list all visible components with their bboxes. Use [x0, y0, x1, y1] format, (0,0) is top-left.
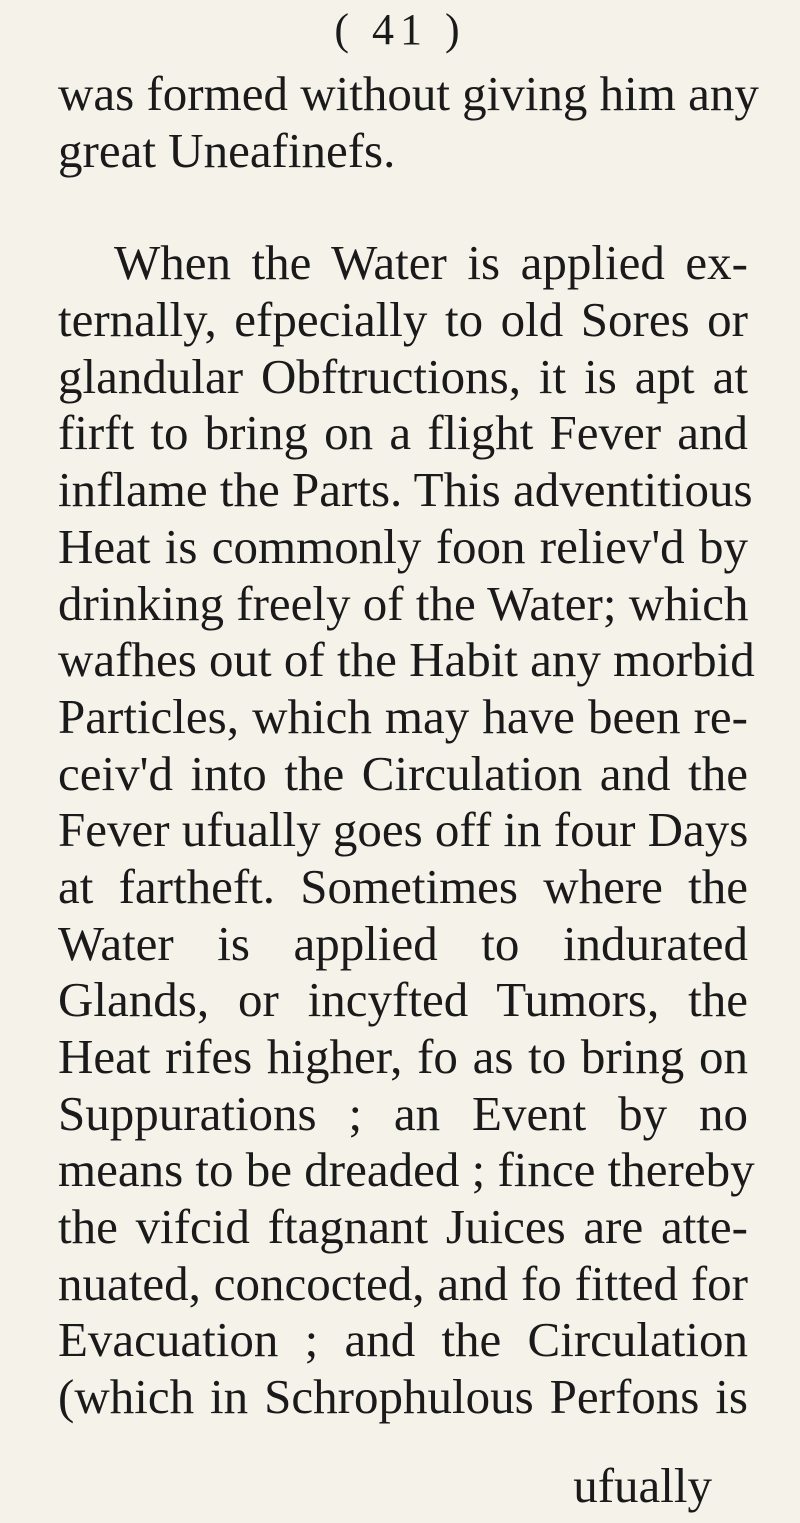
text-line: Heat is commonly foon reliev'd by	[58, 518, 748, 574]
text-line: Evacuation ; and the Circulation	[58, 1312, 748, 1368]
text-line: was formed without giving him any	[58, 66, 759, 121]
text-line: Suppurations ; an Event by no	[58, 1085, 748, 1141]
paragraph-gap	[58, 179, 748, 235]
text-line: Glands, or incyfted Tumors, the	[58, 972, 748, 1028]
text-line: glandular Obftructions, it is apt at	[58, 348, 748, 404]
text-line: at fartheft. Sometimes where the	[58, 858, 748, 914]
page-number: ( 41 )	[334, 5, 466, 54]
text-line: drinking freely of the Water; which	[58, 575, 749, 631]
body-text	[58, 66, 759, 1426]
catchword: ufually	[573, 1458, 712, 1513]
text-line: ternally, efpecially to old Sores or	[58, 292, 748, 348]
text-line: means to be dreaded ; fince thereby	[58, 1142, 755, 1198]
text-line: (which in Schrophulous Perfons is	[58, 1369, 748, 1425]
text-line: nuated, concocted, and fo fitted for	[58, 1255, 748, 1311]
text-line: Particles, which may have been re-	[58, 688, 748, 744]
text-line: great Uneafinefs.	[58, 122, 396, 178]
text-line: Fever ufually goes off in four Days	[58, 802, 749, 858]
text-line: inflame the Parts. This adventitious	[58, 462, 753, 518]
text-line: the vifcid ftagnant Juices are atte-	[58, 1199, 748, 1255]
text-line: Water is applied to indurated	[58, 915, 748, 971]
text-line: wafhes out of the Habit any morbid	[58, 632, 755, 688]
text-line: firft to bring on a flight Fever and	[58, 405, 748, 461]
text-line: Heat rifes higher, fo as to bring on	[58, 1029, 748, 1084]
text-line: ceiv'd into the Circulation and the	[58, 745, 748, 801]
text-line: When the Water is applied ex-	[114, 235, 748, 291]
